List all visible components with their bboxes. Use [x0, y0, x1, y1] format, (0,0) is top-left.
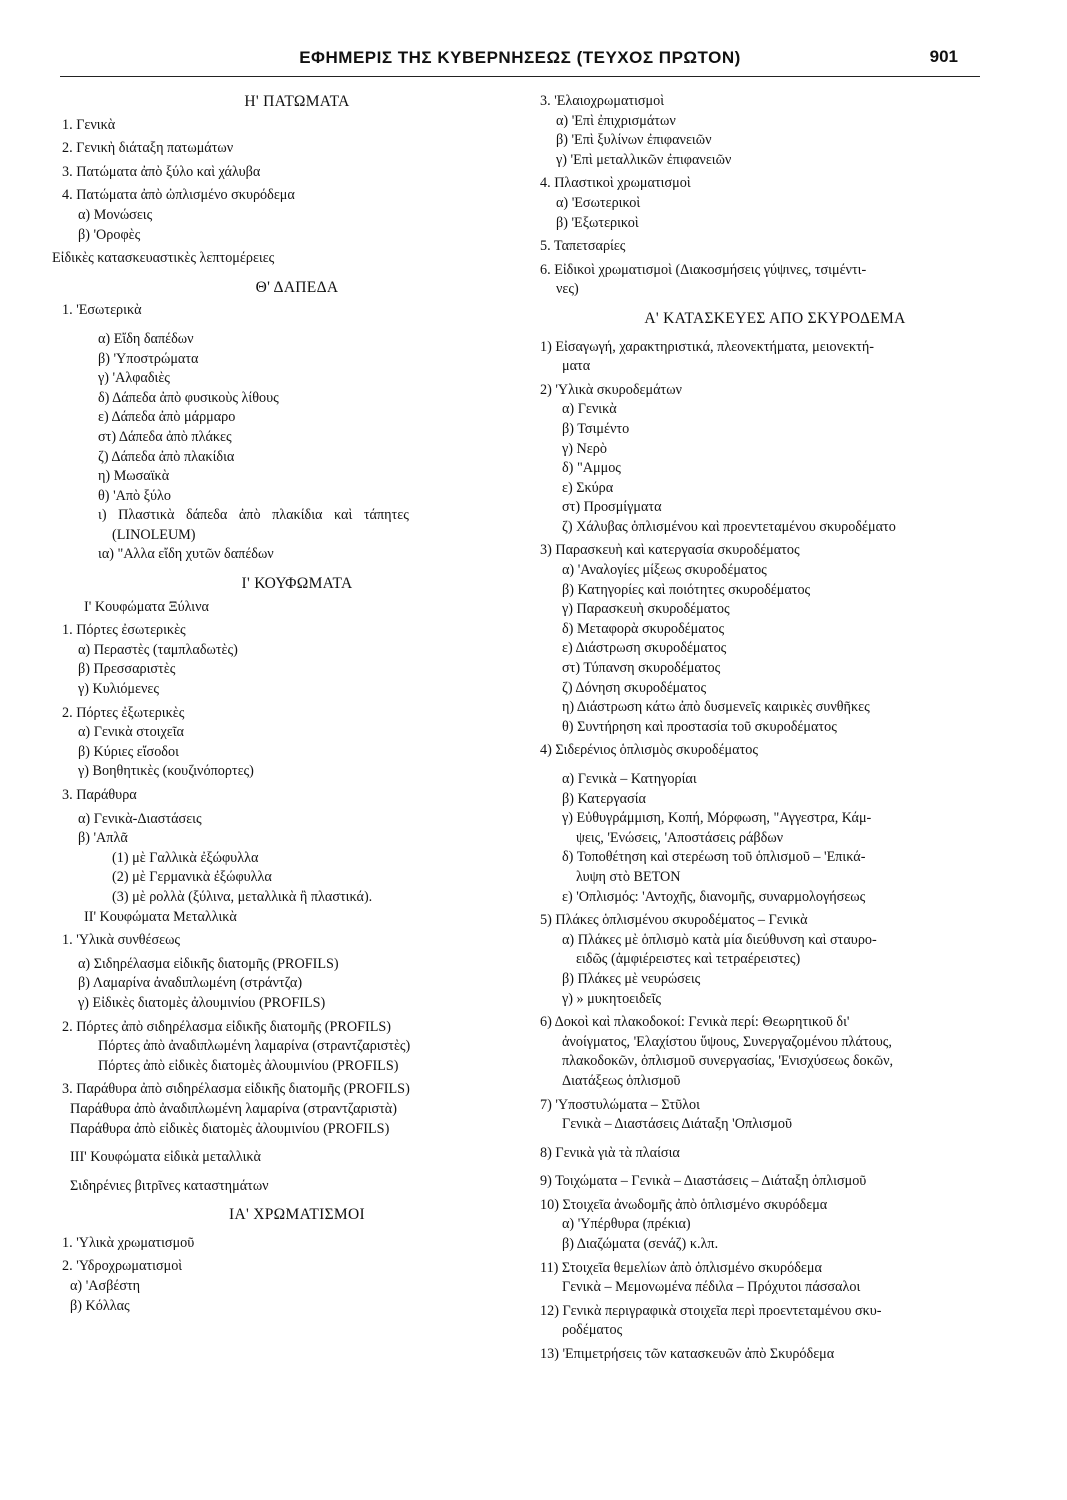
- list-item: α) 'Υπέρθυρα (πρέκια): [562, 1216, 691, 1233]
- list-item: 3) Παρασκευὴ καὶ κατεργασία σκυροδέματος: [540, 542, 800, 559]
- list-item: 3. Παράθυρα ἀπὸ σιδηρέλασμα εἰδικῆς διατομῆς (PROFILS): [62, 1081, 410, 1098]
- list-item: α) Γενικὰ – Κατηγορίαι: [562, 771, 697, 787]
- section-heading: Ι' ΚΟΥΦΩΜΑΤΑ: [241, 575, 353, 593]
- section-heading: Α' ΚΑΤΑΣΚΕΥΕΣ ΑΠΟ ΣΚΥΡΟΔΕΜΑ: [644, 309, 906, 327]
- list-item: β) Λαμαρίνα ἀναδιπλωμένη (στράντζα): [78, 975, 303, 992]
- list-item: θ) Συντήρηση καὶ προστασία τοῦ σκυροδέματος: [562, 718, 837, 735]
- list-item: ε) Διάστρωση σκυροδέματος: [562, 640, 727, 657]
- list-item: α) Γενικὰ-Διαστάσεις: [78, 810, 202, 827]
- list-item: 1. 'Υλικὰ χρωματισμοῦ: [62, 1234, 195, 1251]
- page-header: [60, 46, 980, 77]
- list-item: λυψη στὸ ΒΕΤΟΝ: [576, 868, 681, 885]
- list-item: Γενικὰ – Μεμονωμένα πέδιλα – Πρόχυτοι πάσσαλοι: [562, 1279, 861, 1296]
- list-item: Πόρτες ἀπὸ ἀναδιπλωμένη λαμαρίνα (στραντζαριστὲς): [98, 1038, 411, 1055]
- list-item: 2. Πόρτες ἀπὸ σιδηρέλασμα εἰδικῆς διατομῆς (PROFILS): [62, 1018, 391, 1035]
- list-item: ροδέματος: [562, 1322, 623, 1339]
- list-item: θ) 'Απὸ ξύλο: [98, 487, 171, 504]
- list-item: β) 'Απλᾶ: [78, 830, 128, 847]
- list-item: 3. Πατώματα ἀπὸ ξύλο καὶ χάλυβα: [62, 163, 261, 180]
- list-item: 9) Τοιχώματα – Γενικὰ – Διαστάσεις – Διάταξη ὁπλισμοῦ: [540, 1173, 867, 1190]
- list-item: δ) Μεταφορὰ σκυροδέματος: [562, 620, 725, 637]
- list-item: 2. Γενικὴ διάταξη πατωμάτων: [62, 140, 234, 157]
- list-item: ζ) Δόνηση σκυροδέματος: [562, 679, 707, 696]
- list-item: 7) 'Υποστυλώματα – Στῦλοι: [540, 1096, 700, 1113]
- list-item: β) 'Υποστρώματα: [98, 350, 199, 367]
- page-number: 901: [929, 47, 958, 66]
- list-item: α) 'Ασβέστη: [70, 1278, 141, 1295]
- list-item: γ) 'Αλφαδιὲς: [98, 370, 170, 387]
- list-item: ζ) Δάπεδα ἀπὸ πλακίδια: [98, 448, 235, 465]
- list-item: (2) μὲ Γερμανικὰ ἐξώφυλλα: [112, 869, 272, 886]
- list-item: 1. 'Υλικὰ συνθέσεως: [62, 932, 181, 949]
- list-item: γ) Νερὸ: [562, 440, 607, 457]
- list-item: ειδῶς (ἀμφιέρειστες καὶ τετραέρειστες): [576, 951, 801, 968]
- list-item: 8) Γενικὰ γιὰ τὰ πλαίσια: [540, 1144, 680, 1161]
- list-item: β) Πρεσσαριστὲς: [78, 661, 176, 678]
- list-item: Εἰδικὲς κατασκευαστικὲς λεπτομέρειες: [52, 250, 275, 267]
- list-item: ζ) Χάλυβας ὁπλισμένου καὶ προεντεταμένου σκυροδέματο: [562, 518, 896, 535]
- list-item: β) 'Οροφὲς: [78, 226, 141, 243]
- list-item: 6. Εἰδικοὶ χρωματισμοὶ (Διακοσμήσεις γύψινες, τσιμέντι-: [540, 261, 867, 278]
- list-item: νες): [556, 281, 579, 298]
- list-item: β) 'Εξωτερικοὶ: [556, 214, 639, 231]
- left-column: [52, 92, 532, 1316]
- list-item: 5) Πλάκες ὁπλισμένου σκυροδέματος – Γενικὰ: [540, 912, 808, 929]
- list-item: Παράθυρα ἀπὸ ἀναδιπλωμένη λαμαρίνα (στραντζαριστὰ): [70, 1100, 397, 1117]
- list-item: ε) Δάπεδα ἀπὸ μάρμαρο: [98, 409, 236, 426]
- list-item: 1. Γενικὰ: [62, 116, 116, 133]
- list-item: η) Μωσαϊκὰ: [98, 468, 170, 485]
- list-item: ε) 'Οπλισμός: 'Αντοχῆς, διανομῆς, συναρμολογήσεως: [562, 888, 866, 905]
- list-item: α) Γενικὰ στοιχεῖα: [78, 724, 184, 741]
- list-item: Διατάξεως ὁπλισμοῦ: [562, 1072, 681, 1089]
- list-item: 2. Πόρτες ἐξωτερικὲς: [62, 704, 185, 721]
- list-item: ι) Πλαστικὰ δάπεδα ἀπὸ πλακίδια καὶ τάπητες: [98, 507, 409, 524]
- list-item: 4. Πατώματα ἀπὸ ὠπλισμένο σκυρόδεμα: [62, 187, 295, 204]
- list-item: α) Περαστὲς (ταμπλαδωτὲς): [78, 641, 238, 658]
- list-item: β) Κατεργασία: [562, 790, 646, 807]
- list-item: δ) Τοποθέτηση καὶ στερέωση τοῦ ὁπλισμοῦ – 'Επικά-: [562, 849, 866, 866]
- list-item: γ) Κυλιόμενες: [78, 681, 159, 698]
- list-item: στ) Δάπεδα ἀπὸ πλάκες: [98, 428, 232, 445]
- right-column: [540, 92, 1010, 1365]
- list-item: δ) Δάπεδα ἀπὸ φυσικοὺς λίθους: [98, 389, 279, 406]
- list-item: β) Κατηγορίες καὶ ποιότητες σκυροδέματος: [562, 581, 811, 598]
- list-item: ΙΙΙ' Κουφώματα εἰδικὰ μεταλλικὰ: [70, 1149, 261, 1166]
- list-item: 1. 'Εσωτερικὰ: [62, 302, 142, 319]
- list-item: 3. 'Ελαιοχρωματισμοὶ: [540, 93, 665, 109]
- list-item: β) Τσιμέντο: [562, 420, 630, 437]
- list-item: γ) Εὐθυγράμμιση, Κοπή, Μόρφωση, "Αγγεστρα, Κάμ-: [562, 810, 872, 827]
- list-item: β) Κόλλας: [70, 1297, 130, 1314]
- list-item: δ) "Αμμος: [562, 460, 621, 477]
- list-item: α) Πλάκες μὲ ὁπλισμὸ κατὰ μία διεύθυνση καὶ σταυρο-: [562, 931, 877, 948]
- list-item: ψεις, 'Ενώσεις, 'Αποστάσεις ράβδων: [576, 829, 784, 846]
- list-item: 11) Στοιχεῖα θεμελίων ἀπὸ ὁπλισμένο σκυρόδεμα: [540, 1259, 822, 1276]
- list-item: 2. 'Υδροχρωματισμοὶ: [62, 1258, 183, 1275]
- list-item: ΙΙ' Κουφώματα Μεταλλικὰ: [84, 908, 237, 925]
- list-item: 10) Στοιχεῖα ἀνωδομῆς ἀπὸ ὁπλισμένο σκυρόδεμα: [540, 1196, 828, 1213]
- list-item: 2) 'Υλικὰ σκυροδεμάτων: [540, 381, 682, 398]
- list-item: Σιδηρένιες βιτρῖνες καταστημάτων: [70, 1177, 269, 1194]
- list-item: α) 'Εσωτερικοὶ: [556, 194, 641, 211]
- list-item: η) Διάστρωση κάτω ἀπὸ δυσμενεῖς καιρικὲς συνθῆκες: [562, 699, 870, 716]
- list-item: α) 'Αναλογίες μίξεως σκυροδέματος: [562, 562, 767, 579]
- list-item: Ι' Κουφώματα Ξύλινα: [84, 598, 209, 615]
- list-item: ια) "Αλλα εἴδη χυτῶν δαπέδων: [98, 546, 274, 563]
- list-item: 1. Πόρτες ἐσωτερικὲς: [62, 622, 186, 639]
- list-item: γ) Βοηθητικὲς (κουζινόπορτες): [78, 763, 254, 780]
- list-item: γ) Παρασκευὴ σκυροδέματος: [562, 601, 730, 618]
- list-item: β) 'Επὶ ξυλίνων ἐπιφανειῶν: [556, 132, 712, 149]
- section-heading: Η' ΠΑΤΩΜΑΤΑ: [244, 93, 350, 110]
- list-item: β) Διαζώματα (σενάζ) κ.λπ.: [562, 1236, 719, 1253]
- list-item: α) Σιδηρέλασμα εἰδικῆς διατομῆς (PROFILS): [78, 955, 339, 972]
- list-item: 3. Παράθυρα: [62, 787, 137, 803]
- list-item: ματα: [562, 358, 591, 375]
- list-item: α) Εἴδη δαπέδων: [98, 330, 194, 347]
- list-item: 4. Πλαστικοὶ χρωματισμοὶ: [540, 175, 691, 192]
- list-item: α) 'Επὶ ἐπιχρισμάτων: [556, 112, 676, 129]
- list-item: 4) Σιδερένιος ὁπλισμὸς σκυροδέματος: [540, 742, 758, 759]
- list-item: Παράθυρα ἀπὸ εἰδικὲς διατομὲς ἀλουμινίου (PROFILS): [70, 1120, 390, 1137]
- list-item: πλακοδοκῶν, ὁπλισμοῦ συνεργασίας, 'Ενισχύσεως δοκῶν,: [562, 1053, 894, 1070]
- section-heading: Θ' ΔΑΠΕΔΑ: [255, 278, 339, 296]
- list-item: β) Κύριες εἴσοδοι: [78, 743, 179, 760]
- journal-title: ΕΦΗΜΕΡΙΣ ΤΗΣ ΚΥΒΕΡΝΗΣΕΩΣ (ΤΕΥΧΟΣ ΠΡΩΤΟΝ): [299, 48, 741, 67]
- list-item: Πόρτες ἀπὸ εἰδικὲς διατομὲς ἀλουμινίου (PROFILS): [98, 1057, 399, 1074]
- list-item: Γενικὰ – Διαστάσεις Διάταξη 'Οπλισμοῦ: [562, 1116, 792, 1133]
- list-item: (LINOLEUM): [112, 526, 196, 543]
- list-item: (1) μὲ Γαλλικὰ ἐξώφυλλα: [112, 849, 259, 866]
- list-item: στ) Τύπανση σκυροδέματος: [562, 660, 721, 677]
- list-item: ἀνοίγματος, 'Ελαχίστου ὕψους, Συνεργαζομένου πλάτους,: [562, 1033, 892, 1050]
- list-item: 5. Ταπετσαρίες: [540, 238, 626, 255]
- list-item: γ) » μυκητοειδεῖς: [562, 990, 662, 1007]
- section-heading: ΙΑ' ΧΡΩΜΑΤΙΣΜΟΙ: [229, 1206, 365, 1224]
- list-item: γ) Εἰδικὲς διατομὲς ἀλουμινίου (PROFILS): [78, 994, 326, 1011]
- list-item: β) Πλάκες μὲ νευρώσεις: [562, 970, 701, 987]
- list-item: α) Μονώσεις: [78, 206, 153, 223]
- list-item: 12) Γενικὰ περιγραφικὰ στοιχεῖα περὶ προεντεταμένου σκυ-: [540, 1302, 882, 1319]
- list-item: γ) 'Επὶ μεταλλικῶν ἐπιφανειῶν: [556, 151, 732, 168]
- list-item: 1) Εἰσαγωγή, χαρακτηριστικά, πλεονεκτήματα, μειονεκτή-: [540, 338, 874, 355]
- list-item: (3) μὲ ρολλὰ (ξύλινα, μεταλλικὰ ἢ πλαστικά).: [112, 888, 373, 905]
- list-item: α) Γενικὰ: [562, 401, 617, 418]
- list-item: 6) Δοκοὶ καὶ πλακοδοκοί: Γενικὰ περί: Θεωρητικοῦ δι': [540, 1014, 850, 1031]
- list-item: στ) Προσμίγματα: [562, 499, 662, 516]
- list-item: ε) Σκύρα: [562, 479, 614, 496]
- list-item: 13) 'Επιμετρήσεις τῶν κατασκευῶν ἀπὸ Σκυρόδεμα: [540, 1346, 835, 1363]
